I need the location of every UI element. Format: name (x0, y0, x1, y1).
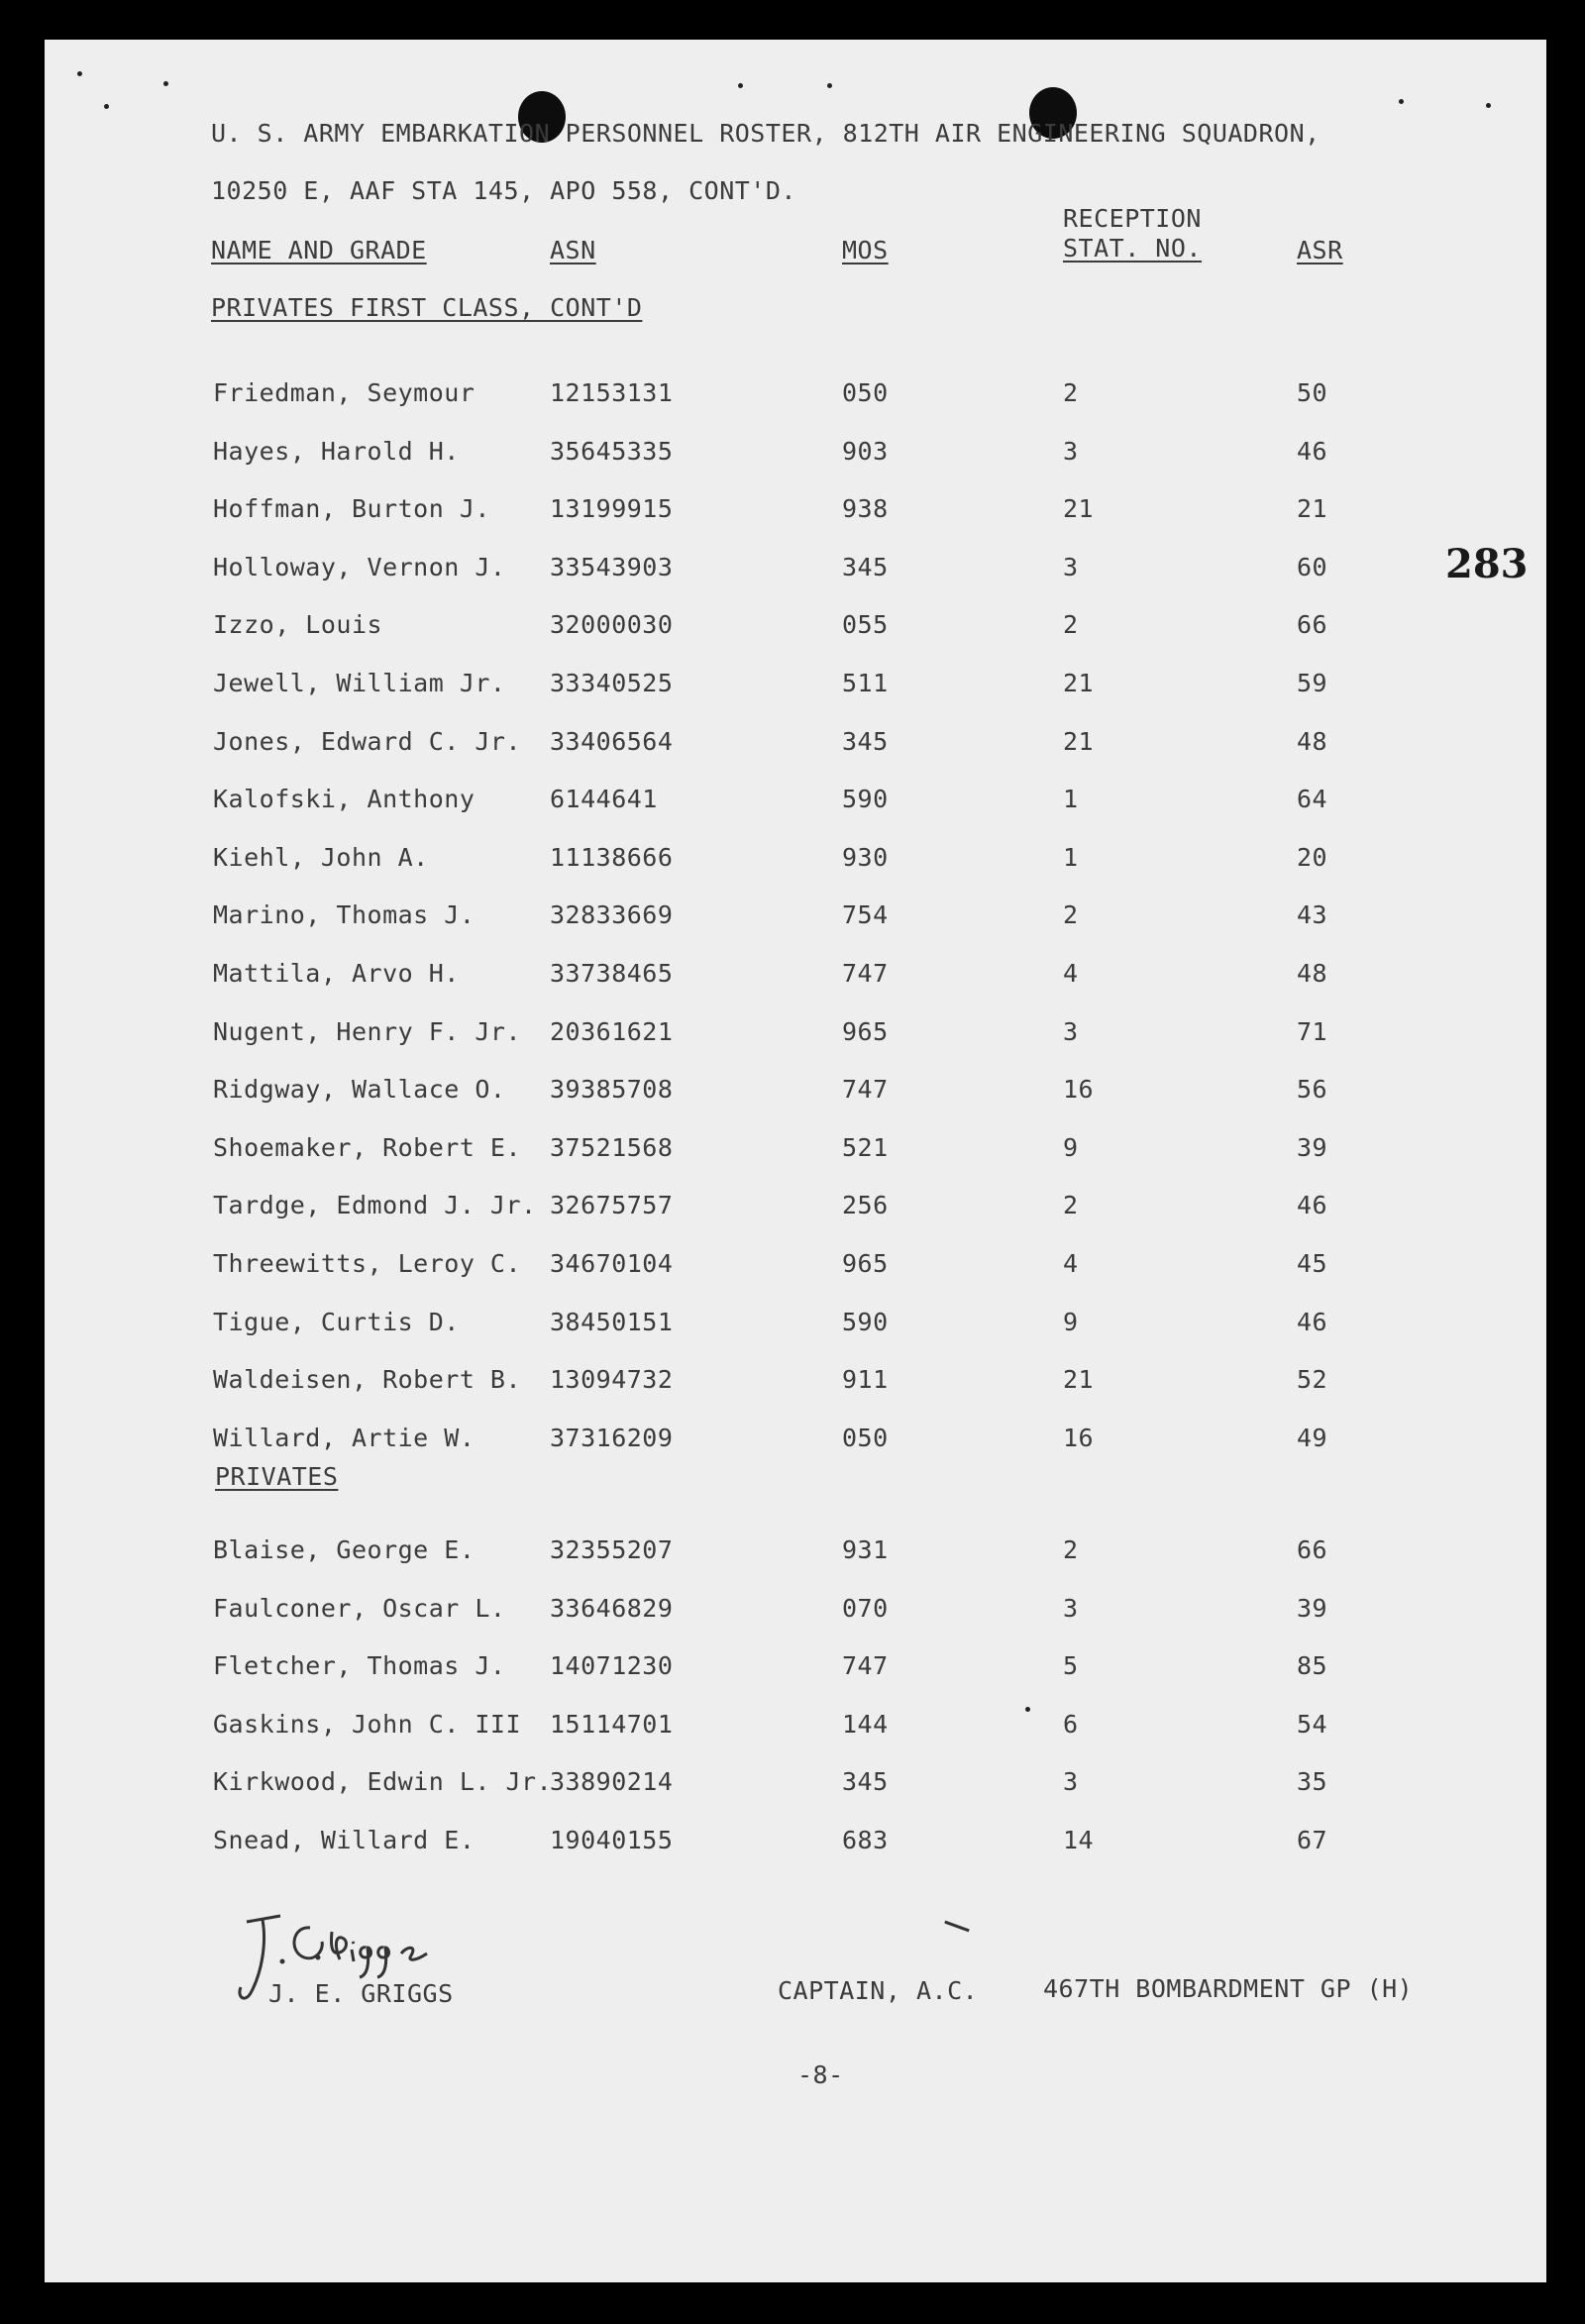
roster-asn: 33646829 (550, 1593, 674, 1623)
roster-mos: 256 (842, 1191, 889, 1220)
roster-asn: 15114701 (550, 1709, 674, 1739)
roster-asn: 33890214 (550, 1767, 674, 1797)
roster-stat-no: 16 (1063, 1075, 1095, 1105)
signer-rank: CAPTAIN, A.C. (778, 1976, 979, 2005)
roster-mos: 511 (842, 669, 889, 697)
roster-name-grade: Jewell, William Jr. (213, 669, 506, 697)
roster-asr: 71 (1297, 1016, 1328, 1046)
roster-mos: 938 (842, 494, 889, 524)
roster-mos: 590 (842, 1307, 889, 1336)
roster-stat-no: 1 (1063, 842, 1079, 872)
column-header-stat-line2: STAT. NO. (1063, 234, 1202, 263)
roster-asn: 19040155 (550, 1826, 674, 1854)
roster-name-grade: Threewitts, Leroy C. (213, 1249, 522, 1278)
roster-mos: 911 (842, 1365, 889, 1395)
roster-asr: 48 (1297, 726, 1328, 756)
roster-stat-no: 2 (1063, 1535, 1079, 1564)
roster-mos: 747 (842, 959, 889, 988)
roster-asr: 46 (1297, 1307, 1328, 1336)
roster-mos: 345 (842, 726, 889, 756)
roster-mos: 345 (842, 552, 889, 581)
roster-asr: 21 (1297, 494, 1328, 524)
section-title: PRIVATES FIRST CLASS, CONT'D (211, 293, 643, 322)
roster-asr: 85 (1297, 1651, 1328, 1681)
table-row (45, 1594, 1546, 1634)
roster-stat-no: 3 (1063, 1016, 1079, 1046)
roster-name-grade: Gaskins, John C. III (213, 1709, 522, 1739)
table-row (45, 1424, 1546, 1463)
roster-asr: 43 (1297, 900, 1328, 930)
roster-page (45, 40, 1546, 2282)
footer-page-number: -8- (797, 2060, 844, 2089)
paper-speck (1399, 99, 1404, 104)
roster-mos: 747 (842, 1651, 889, 1681)
roster-mos: 050 (842, 378, 889, 407)
roster-asr: 45 (1297, 1249, 1328, 1278)
roster-stat-no: 5 (1063, 1651, 1079, 1681)
roster-mos: 070 (842, 1593, 889, 1623)
table-row (45, 1075, 1546, 1114)
table-row (45, 553, 1546, 592)
roster-stat-no: 6 (1063, 1709, 1079, 1739)
roster-asr: 39 (1297, 1593, 1328, 1623)
roster-asn: 32833669 (550, 900, 674, 930)
table-row (45, 959, 1546, 999)
roster-name-grade: Kiehl, John A. (213, 842, 429, 872)
roster-name-grade: Shoemaker, Robert E. (213, 1132, 522, 1162)
roster-name-grade: Kalofski, Anthony (213, 785, 476, 814)
table-row (45, 610, 1546, 650)
roster-stat-no: 2 (1063, 378, 1079, 407)
roster-stat-no: 2 (1063, 900, 1079, 930)
roster-mos: 590 (842, 785, 889, 814)
table-row (45, 669, 1546, 708)
roster-asr: 59 (1297, 669, 1328, 697)
roster-name-grade: Izzo, Louis (213, 610, 383, 640)
roster-asr: 20 (1297, 842, 1328, 872)
roster-header-line1: U. S. ARMY EMBARKATION PERSONNEL ROSTER, 812TH AIR ENGINEERING SQUADRON, (211, 119, 1321, 148)
roster-name-grade: Tardge, Edmond J. Jr. (213, 1191, 537, 1220)
roster-name-grade: Fletcher, Thomas J. (213, 1651, 506, 1681)
roster-mos: 055 (842, 610, 889, 640)
roster-mos: 930 (842, 842, 889, 872)
roster-mos: 931 (842, 1535, 889, 1564)
table-row (45, 1017, 1546, 1057)
roster-asn: 33406564 (550, 726, 674, 756)
roster-asr: 66 (1297, 610, 1328, 640)
roster-asn: 13094732 (550, 1365, 674, 1395)
roster-name-grade: Hayes, Harold H. (213, 436, 460, 466)
roster-stat-no: 4 (1063, 1249, 1079, 1278)
roster-asn: 33340525 (550, 669, 674, 697)
roster-mos: 521 (842, 1132, 889, 1162)
roster-name-grade: Friedman, Seymour (213, 378, 476, 407)
roster-stat-no: 2 (1063, 1191, 1079, 1220)
paper-speck (1486, 103, 1491, 108)
roster-name-grade: Mattila, Arvo H. (213, 959, 460, 988)
roster-asn: 33738465 (550, 959, 674, 988)
roster-asr: 50 (1297, 378, 1328, 407)
table-row (45, 900, 1546, 940)
roster-asr: 39 (1297, 1132, 1328, 1162)
paper-speck (104, 104, 109, 109)
table-row (45, 1249, 1546, 1289)
table-row (45, 1365, 1546, 1405)
roster-asr: 46 (1297, 1191, 1328, 1220)
roster-stat-no: 16 (1063, 1423, 1095, 1452)
roster-asr: 60 (1297, 552, 1328, 581)
roster-asr: 66 (1297, 1535, 1328, 1564)
table-row (45, 1535, 1546, 1575)
roster-stat-no: 9 (1063, 1132, 1079, 1162)
roster-asr: 67 (1297, 1826, 1328, 1854)
table-row (45, 785, 1546, 824)
table-row (45, 1133, 1546, 1173)
table-row (45, 1767, 1546, 1807)
roster-asn: 35645335 (550, 436, 674, 466)
roster-stat-no: 1 (1063, 785, 1079, 814)
roster-asr: 49 (1297, 1423, 1328, 1452)
signer-name: J. E. GRIGGS (268, 1979, 454, 2008)
roster-name-grade: Hoffman, Burton J. (213, 494, 490, 524)
table-row (45, 1191, 1546, 1230)
table-row (45, 378, 1546, 418)
roster-name-grade: Tigue, Curtis D. (213, 1307, 460, 1336)
pen-mark (944, 1921, 969, 1933)
roster-asn: 32675757 (550, 1191, 674, 1220)
table-row (45, 437, 1546, 476)
table-row (45, 843, 1546, 883)
table-row (45, 1710, 1546, 1749)
page-stamp-number: 283 (1445, 541, 1529, 587)
roster-stat-no: 2 (1063, 610, 1079, 640)
roster-asn: 39385708 (550, 1075, 674, 1105)
roster-asr: 56 (1297, 1075, 1328, 1105)
roster-asr: 52 (1297, 1365, 1328, 1395)
roster-mos: 754 (842, 900, 889, 930)
table-row (45, 1826, 1546, 1865)
roster-name-grade: Marino, Thomas J. (213, 900, 476, 930)
roster-mos: 747 (842, 1075, 889, 1105)
table-row (45, 1651, 1546, 1691)
roster-stat-no: 3 (1063, 436, 1079, 466)
roster-name-grade: Kirkwood, Edwin L. Jr. (213, 1767, 553, 1797)
table-row (45, 494, 1546, 534)
roster-name-grade: Snead, Willard E. (213, 1826, 476, 1854)
roster-asr: 48 (1297, 959, 1328, 988)
roster-asn: 14071230 (550, 1651, 674, 1681)
paper-speck (77, 71, 82, 76)
column-header-mos: MOS (842, 236, 889, 264)
column-header-stat-line1: RECEPTION (1063, 204, 1202, 233)
roster-asn: 6144641 (550, 785, 658, 814)
roster-asn: 33543903 (550, 552, 674, 581)
column-header-asr: ASR (1297, 236, 1343, 264)
roster-name-grade: Blaise, George E. (213, 1535, 476, 1564)
roster-mos: 144 (842, 1709, 889, 1739)
roster-mos: 683 (842, 1826, 889, 1854)
roster-asr: 35 (1297, 1767, 1328, 1797)
paper-speck (827, 83, 832, 88)
roster-asn: 11138666 (550, 842, 674, 872)
roster-stat-no: 14 (1063, 1826, 1095, 1854)
roster-stat-no: 21 (1063, 494, 1095, 524)
roster-mos: 965 (842, 1249, 889, 1278)
paper-speck (738, 83, 743, 88)
roster-asr: 46 (1297, 436, 1328, 466)
roster-asn: 32000030 (550, 610, 674, 640)
roster-stat-no: 9 (1063, 1307, 1079, 1336)
roster-stat-no: 21 (1063, 726, 1095, 756)
roster-asn: 12153131 (550, 378, 674, 407)
roster-stat-no: 3 (1063, 552, 1079, 581)
roster-mos: 345 (842, 1767, 889, 1797)
column-header-name: NAME AND GRADE (211, 236, 427, 264)
roster-asn: 38450151 (550, 1307, 674, 1336)
paper-speck (163, 81, 168, 86)
roster-name-grade: Jones, Edward C. Jr. (213, 726, 522, 756)
table-row (45, 1308, 1546, 1347)
roster-asn: 37521568 (550, 1132, 674, 1162)
roster-mos: 965 (842, 1016, 889, 1046)
table-row (45, 727, 1546, 767)
roster-asr: 54 (1297, 1709, 1328, 1739)
roster-asr: 64 (1297, 785, 1328, 814)
roster-asn: 13199915 (550, 494, 674, 524)
roster-stat-no: 3 (1063, 1767, 1079, 1797)
roster-mos: 903 (842, 436, 889, 466)
roster-stat-no: 3 (1063, 1593, 1079, 1623)
roster-asn: 32355207 (550, 1535, 674, 1564)
roster-asn: 34670104 (550, 1249, 674, 1278)
roster-mos: 050 (842, 1423, 889, 1452)
roster-stat-no: 4 (1063, 959, 1079, 988)
section-title: PRIVATES (215, 1462, 339, 1491)
roster-stat-no: 21 (1063, 669, 1095, 697)
roster-asn: 20361621 (550, 1016, 674, 1046)
roster-header-line2: 10250 E, AAF STA 145, APO 558, CONT'D. (211, 176, 796, 205)
signer-unit: 467TH BOMBARDMENT GP (H) (1043, 1974, 1414, 2003)
roster-name-grade: Ridgway, Wallace O. (213, 1075, 506, 1105)
roster-name-grade: Willard, Artie W. (213, 1423, 476, 1452)
column-header-asn: ASN (550, 236, 596, 264)
roster-name-grade: Faulconer, Oscar L. (213, 1593, 506, 1623)
roster-stat-no: 21 (1063, 1365, 1095, 1395)
roster-name-grade: Waldeisen, Robert B. (213, 1365, 522, 1395)
roster-name-grade: Nugent, Henry F. Jr. (213, 1016, 522, 1046)
roster-asn: 37316209 (550, 1423, 674, 1452)
roster-name-grade: Holloway, Vernon J. (213, 552, 506, 581)
